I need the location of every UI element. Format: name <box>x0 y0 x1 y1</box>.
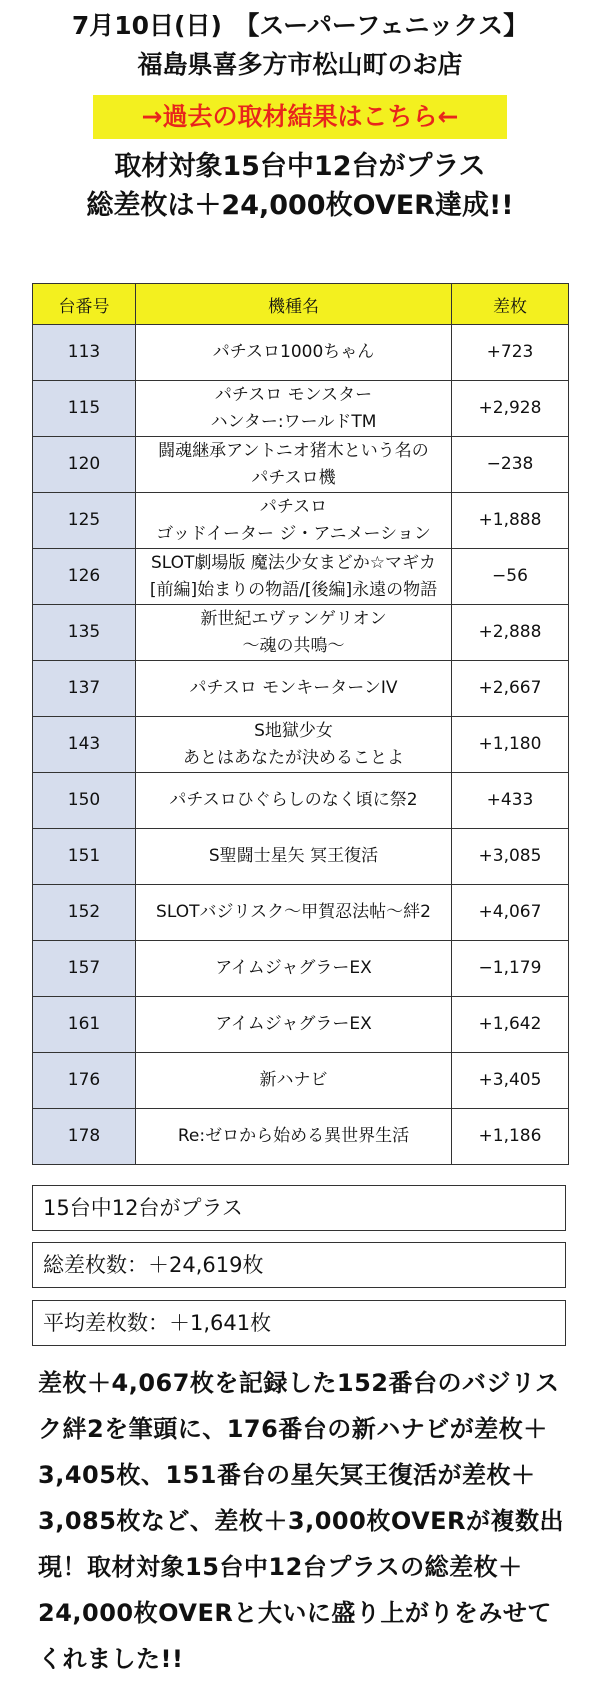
machine-number: 151 <box>33 829 136 885</box>
coin-diff: +2,888 <box>452 605 569 661</box>
header-machine-number: 台番号 <box>33 284 136 325</box>
machine-name: パチスロ1000ちゃん <box>136 325 452 381</box>
machine-number: 152 <box>33 885 136 941</box>
coin-diff: +1,180 <box>452 717 569 773</box>
table-header-row <box>33 284 569 325</box>
machine-name: 新世紀エヴァンゲリオン 〜魂の共鳴〜 <box>136 605 452 661</box>
coin-diff: +4,067 <box>452 885 569 941</box>
table-row <box>33 437 569 493</box>
results-table <box>32 283 569 1165</box>
coin-diff: +433 <box>452 773 569 829</box>
table-row <box>33 381 569 437</box>
machine-number: 178 <box>33 1109 136 1165</box>
machine-name: 新ハナビ <box>136 1053 452 1109</box>
machine-name: 闘魂継承アントニオ猪木という名の パチスロ機 <box>136 437 452 493</box>
machine-name: アイムジャグラーEX <box>136 997 452 1053</box>
coin-diff: −238 <box>452 437 569 493</box>
coin-diff: −1,179 <box>452 941 569 997</box>
machine-number: 157 <box>33 941 136 997</box>
coin-diff: +1,888 <box>452 493 569 549</box>
table-row <box>33 661 569 717</box>
page-title: 7月10日(日) 【スーパーフェニックス】 <box>71 11 529 40</box>
table-row <box>33 829 569 885</box>
total-diff-box: 総差枚数：＋24,619枚 <box>32 1242 566 1288</box>
machine-name: S聖闘士星矢 冥王復活 <box>136 829 452 885</box>
coin-diff: +1,642 <box>452 997 569 1053</box>
machine-number: 125 <box>33 493 136 549</box>
table-row <box>33 605 569 661</box>
coin-diff: +2,667 <box>452 661 569 717</box>
table-row <box>33 1053 569 1109</box>
machine-name: S地獄少女 あとはあなたが決めることよ <box>136 717 452 773</box>
summary-headline-1: 取材対象15台中12台がプラス <box>114 150 486 182</box>
table-row <box>33 1109 569 1165</box>
commentary-text: 差枚＋4,067枚を記録した152番台のバジリスク絆2を筆頭に、176番台の新ハナビが差枚＋3,405枚、151番台の星矢冥王復活が差枚＋3,085枚など、差枚＋3,000枚OVERが複数出現！取材対象15台中12台プラスの総差枚＋24,000枚OVERと大いに盛り上がりをみせてくれました!! <box>38 1369 565 1673</box>
machine-number: 137 <box>33 661 136 717</box>
machine-number: 176 <box>33 1053 136 1109</box>
machine-name: アイムジャグラーEX <box>136 941 452 997</box>
machine-number: 143 <box>33 717 136 773</box>
machine-number: 126 <box>33 549 136 605</box>
machine-number: 115 <box>33 381 136 437</box>
table-row <box>33 997 569 1053</box>
machine-name: パチスロ ゴッドイーター ジ・アニメーション <box>136 493 452 549</box>
coin-diff: −56 <box>452 549 569 605</box>
header-machine-name: 機種名 <box>136 284 452 325</box>
machine-name: Re:ゼロから始める異世界生活 <box>136 1109 452 1165</box>
past-results-link[interactable]: →過去の取材結果はこちら← <box>93 95 507 139</box>
summary-headline-2: 総差枚は＋24,000枚OVER達成!! <box>86 189 514 221</box>
store-location: 福島県喜多方市松山町のお店 <box>137 50 463 80</box>
coin-diff: +1,186 <box>452 1109 569 1165</box>
machine-number: 113 <box>33 325 136 381</box>
machine-number: 135 <box>33 605 136 661</box>
table-row <box>33 325 569 381</box>
average-diff-box: 平均差枚数：＋1,641枚 <box>32 1300 566 1346</box>
machine-number: 150 <box>33 773 136 829</box>
machine-number: 161 <box>33 997 136 1053</box>
table-row <box>33 717 569 773</box>
coin-diff: +3,405 <box>452 1053 569 1109</box>
machine-name: SLOT劇場版 魔法少女まどか☆マギカ [前編]始まりの物語/[後編]永遠の物語 <box>136 549 452 605</box>
table-row <box>33 941 569 997</box>
header-coin-diff: 差枚 <box>452 284 569 325</box>
coin-diff: +3,085 <box>452 829 569 885</box>
machine-name: パチスロ モンキーターンIV <box>136 661 452 717</box>
table-row <box>33 493 569 549</box>
coin-diff: +2,928 <box>452 381 569 437</box>
table-row <box>33 773 569 829</box>
machine-name: SLOTバジリスク〜甲賀忍法帖〜絆2 <box>136 885 452 941</box>
machine-name: パチスロひぐらしのなく頃に祭2 <box>136 773 452 829</box>
table-row <box>33 549 569 605</box>
plus-count-box: 15台中12台がプラス <box>32 1185 566 1231</box>
machine-name: パチスロ モンスター ハンター:ワールドTM <box>136 381 452 437</box>
machine-number: 120 <box>33 437 136 493</box>
coin-diff: +723 <box>452 325 569 381</box>
table-row <box>33 885 569 941</box>
